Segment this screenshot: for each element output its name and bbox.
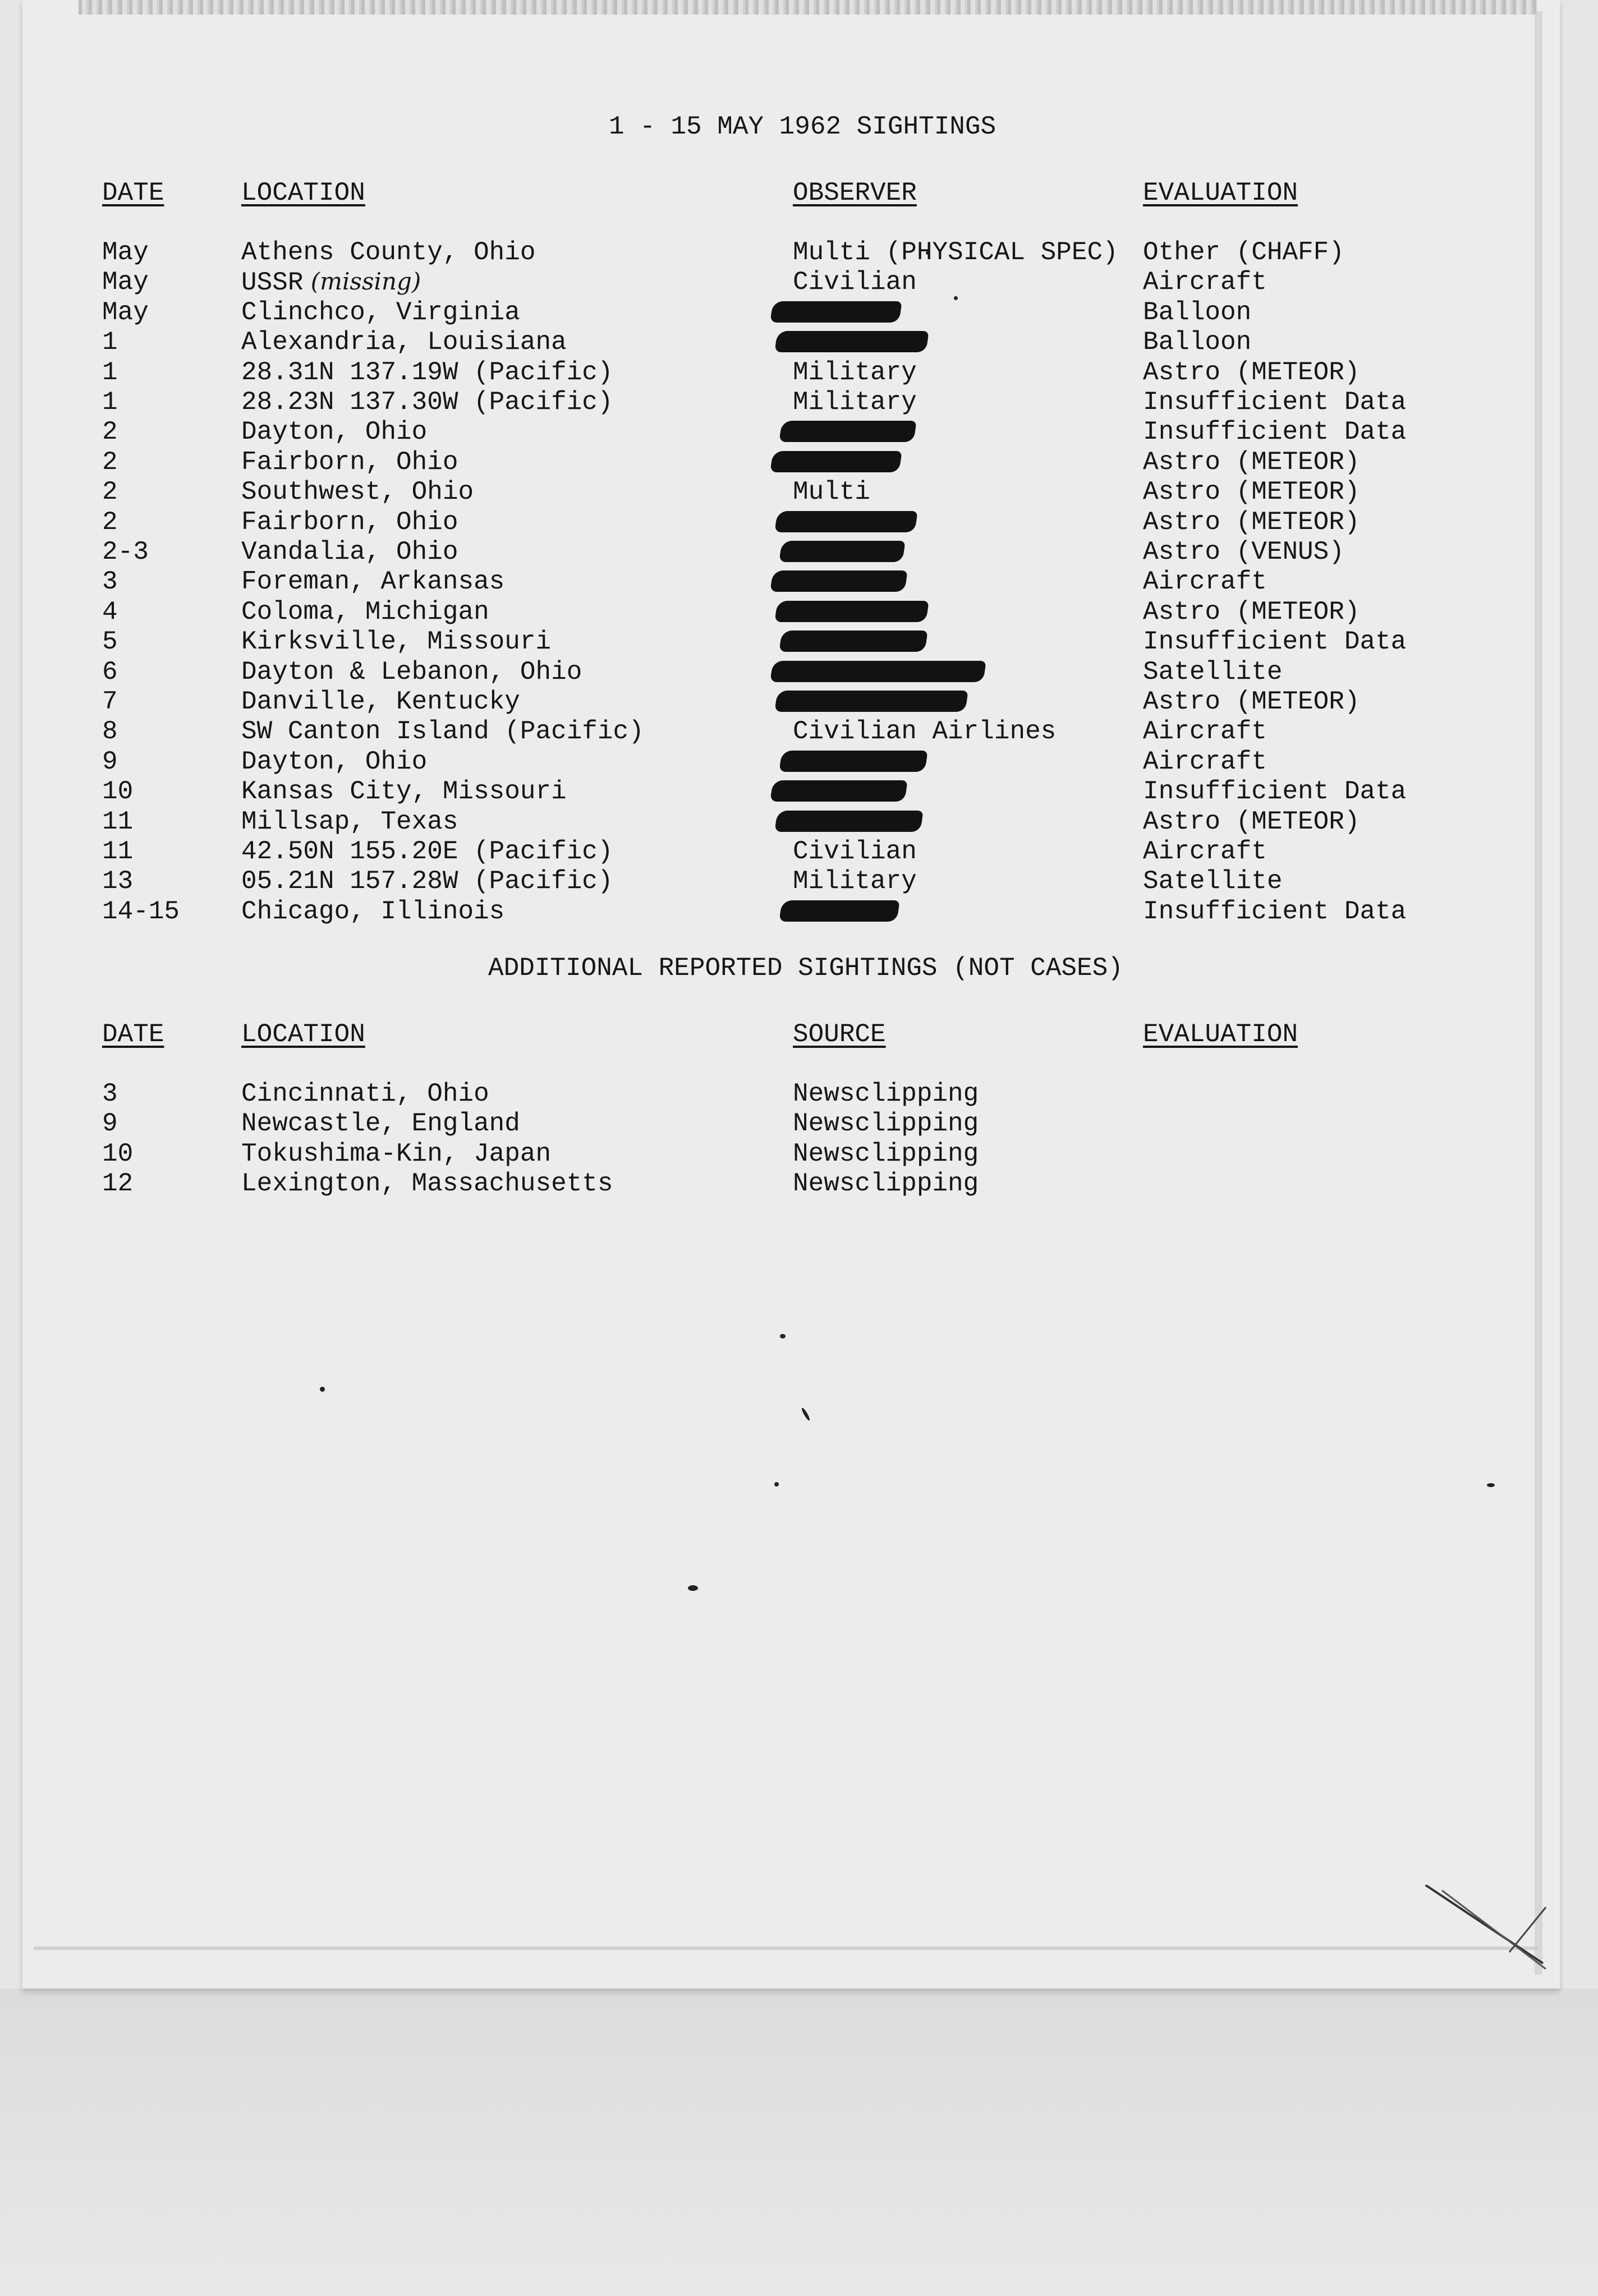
row-location: 42.50N 155.20E (Pacific) (241, 837, 613, 866)
redaction-mark (779, 900, 899, 922)
redaction-mark (774, 331, 929, 352)
row-date: 3 (102, 1079, 118, 1108)
row-location: SW Canton Island (Pacific) (241, 717, 644, 747)
row-evaluation: Aircraft (1143, 747, 1267, 776)
redaction-mark (770, 661, 986, 682)
row-location: Clinchco, Virginia (241, 297, 520, 327)
row-evaluation: Aircraft (1143, 837, 1267, 866)
row-source: Newsclipping (793, 1079, 979, 1108)
row-location: Newcastle, England (241, 1109, 520, 1139)
row-location: Millsap, Texas (241, 807, 458, 836)
row-location: Foreman, Arkansas (241, 567, 505, 597)
row-location: Dayton & Lebanon, Ohio (241, 657, 582, 687)
row-evaluation: Insufficient Data (1143, 777, 1407, 807)
redaction-mark (774, 691, 968, 712)
row-source: Newsclipping (793, 1139, 979, 1168)
row-date: 10 (102, 1139, 134, 1168)
row-location: 05.21N 157.28W (Pacific) (241, 867, 613, 896)
row-date: May (102, 297, 149, 327)
row-date: 2 (102, 477, 118, 507)
additional-header-date: DATE (102, 1020, 164, 1049)
paper-right-edge (1535, 11, 1542, 1975)
row-evaluation: Astro (METEOR) (1143, 507, 1360, 537)
row-date: 6 (102, 657, 118, 687)
row-observer: Military (793, 388, 917, 417)
header-date: DATE (102, 178, 164, 208)
row-evaluation: Insufficient Data (1143, 388, 1407, 417)
row-evaluation: Satellite (1143, 657, 1283, 687)
row-date: 11 (102, 837, 134, 866)
row-date: 12 (102, 1169, 134, 1199)
row-location: Fairborn, Ohio (241, 507, 458, 537)
additional-sightings-title: ADDITIONAL REPORTED SIGHTINGS (NOT CASES) (488, 954, 1123, 983)
row-date: 2 (102, 447, 118, 477)
row-observer: Civilian (793, 268, 917, 297)
additional-header-evaluation: EVALUATION (1143, 1020, 1298, 1049)
row-evaluation: Aircraft (1143, 567, 1267, 597)
row-evaluation: Astro (VENUS) (1143, 537, 1344, 567)
corner-scratch-mark (1425, 1885, 1549, 1986)
row-date: 10 (102, 777, 134, 807)
row-evaluation: Astro (METEOR) (1143, 477, 1360, 507)
row-location: Alexandria, Louisiana (241, 328, 567, 357)
row-location: Coloma, Michigan (241, 597, 489, 627)
row-location: Fairborn, Ohio (241, 447, 458, 477)
row-date: 1 (102, 328, 118, 357)
row-date: 8 (102, 717, 118, 747)
redaction-mark (770, 451, 902, 472)
row-observer: Multi (PHYSICAL SPEC) (793, 238, 1118, 267)
redaction-mark (779, 631, 927, 652)
row-date: 1 (102, 357, 118, 387)
row-source: Newsclipping (793, 1109, 979, 1139)
row-observer: Military (793, 357, 917, 387)
row-location: 28.31N 137.19W (Pacific) (241, 357, 613, 387)
row-observer: Military (793, 867, 917, 896)
header-observer: OBSERVER (793, 178, 917, 208)
row-evaluation: Insufficient Data (1143, 417, 1407, 447)
row-source: Newsclipping (793, 1169, 979, 1199)
handwritten-note: (missing) (303, 268, 421, 296)
row-evaluation: Aircraft (1143, 268, 1267, 297)
redaction-mark (779, 541, 905, 562)
row-location: Vandalia, Ohio (241, 537, 458, 567)
additional-header-location: LOCATION (241, 1020, 365, 1049)
row-evaluation: Insufficient Data (1143, 627, 1407, 657)
row-evaluation: Astro (METEOR) (1143, 597, 1360, 627)
redaction-mark (774, 601, 929, 622)
redaction-mark (770, 570, 907, 592)
row-observer: Multi (793, 477, 871, 507)
paper-top-edge (79, 0, 1537, 15)
row-location: Danville, Kentucky (241, 687, 520, 716)
row-date: 4 (102, 597, 118, 627)
row-observer: Civilian Airlines (793, 717, 1057, 747)
row-date: 11 (102, 807, 134, 836)
row-location: USSR (missing) (241, 268, 421, 298)
row-evaluation: Astro (METEOR) (1143, 687, 1360, 716)
row-evaluation: Astro (METEOR) (1143, 807, 1360, 836)
row-evaluation: Satellite (1143, 867, 1283, 896)
row-location: Lexington, Massachusetts (241, 1169, 613, 1199)
row-location: Chicago, Illinois (241, 896, 505, 926)
row-date: May (102, 268, 149, 297)
row-evaluation: Aircraft (1143, 717, 1267, 747)
additional-header-source: SOURCE (793, 1020, 886, 1049)
row-date: 9 (102, 1109, 118, 1139)
row-date: 13 (102, 867, 134, 896)
row-evaluation: Insufficient Data (1143, 896, 1407, 926)
row-date: 3 (102, 567, 118, 597)
row-evaluation: Balloon (1143, 297, 1252, 327)
row-location: Southwest, Ohio (241, 477, 474, 507)
redaction-mark (774, 811, 923, 832)
row-location: Tokushima-Kin, Japan (241, 1139, 552, 1168)
row-date: 14-15 (102, 896, 180, 926)
row-evaluation: Astro (METEOR) (1143, 357, 1360, 387)
row-date: 1 (102, 388, 118, 417)
row-location: Kansas City, Missouri (241, 777, 567, 807)
row-date: 2-3 (102, 537, 149, 567)
row-date: 9 (102, 747, 118, 776)
row-location: Athens County, Ohio (241, 238, 536, 267)
redaction-mark (774, 511, 917, 532)
row-location: Dayton, Ohio (241, 417, 428, 447)
header-location: LOCATION (241, 178, 365, 208)
row-observer: Civilian (793, 837, 917, 866)
row-date: 2 (102, 507, 118, 537)
redaction-mark (779, 421, 916, 442)
row-evaluation: Balloon (1143, 328, 1252, 357)
row-date: 5 (102, 627, 118, 657)
row-evaluation: Other (CHAFF) (1143, 238, 1344, 267)
paper-bottom-fold (34, 1947, 1537, 1950)
row-location: Cincinnati, Ohio (241, 1079, 489, 1108)
row-date: May (102, 238, 149, 267)
header-evaluation: EVALUATION (1143, 178, 1298, 208)
page-title: 1 - 15 MAY 1962 SIGHTINGS (609, 112, 997, 141)
row-date: 7 (102, 687, 118, 716)
row-evaluation: Astro (METEOR) (1143, 447, 1360, 477)
row-location: Kirksville, Missouri (241, 627, 552, 657)
row-location: 28.23N 137.30W (Pacific) (241, 388, 613, 417)
scan-background (0, 1989, 1598, 2296)
redaction-mark (779, 751, 927, 772)
redaction-mark (770, 301, 902, 323)
redaction-mark (770, 780, 907, 802)
row-location: Dayton, Ohio (241, 747, 428, 776)
row-date: 2 (102, 417, 118, 447)
